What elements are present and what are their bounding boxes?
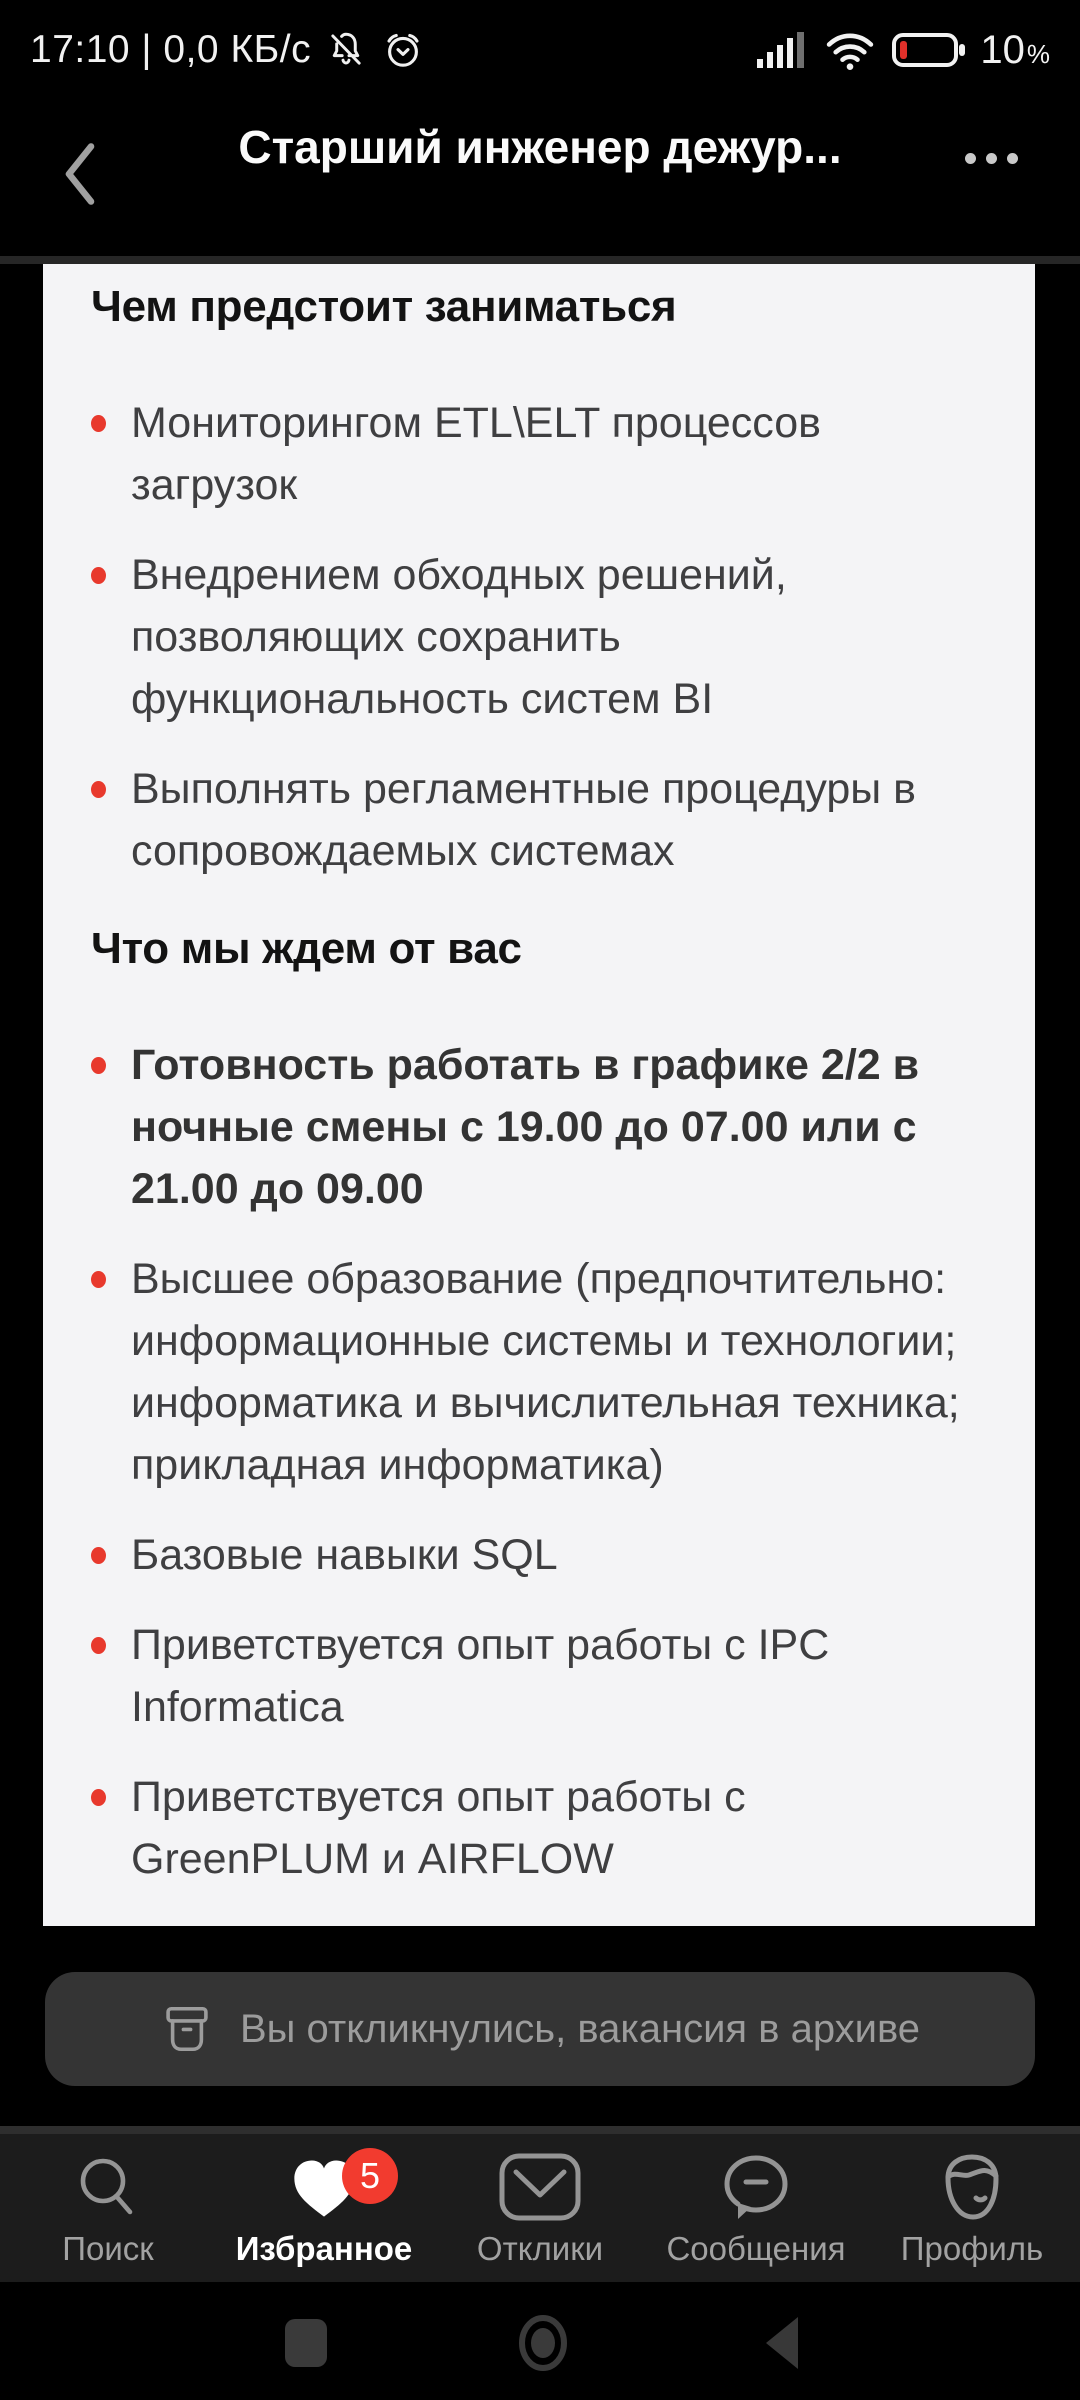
app-header — [0, 100, 1080, 258]
archive-icon — [160, 2002, 214, 2056]
search-icon — [72, 2146, 144, 2228]
home-button[interactable] — [519, 2315, 567, 2371]
bullet-list — [91, 392, 987, 882]
more-dots-icon — [965, 153, 976, 164]
nav-label: Сообщения — [666, 2230, 846, 2267]
signal-icon — [755, 29, 809, 71]
nav-item-profile[interactable] — [864, 2134, 1080, 2282]
section-heading: Чем предстоит заниматься — [91, 282, 677, 331]
notifications-muted-icon — [325, 29, 367, 71]
vacancy-description-scroll-area[interactable] — [43, 264, 1035, 1926]
clock-and-netspeed: 17:10 | 0,0 КБ/с — [30, 28, 312, 71]
bullet-list — [91, 1034, 987, 1890]
nav-top-divider — [0, 2126, 1080, 2134]
battery-low-icon — [891, 31, 967, 69]
nav-item-search[interactable] — [0, 2134, 216, 2282]
list-item: Мониторингом ETL\ELT процессов загрузок — [91, 392, 961, 516]
banner-label: Вы откликнулись, вакансия в архиве — [240, 2006, 920, 2051]
android-navigation-bar — [0, 2282, 1080, 2400]
nav-item-responses[interactable] — [432, 2134, 648, 2282]
wifi-icon — [822, 28, 878, 72]
section-heading: Что мы ждем от вас — [91, 924, 522, 973]
page-title: Старший инженер дежур... — [238, 121, 842, 173]
back-nav-button[interactable] — [764, 2317, 798, 2369]
nav-label: Поиск — [62, 2230, 154, 2267]
nav-label: Избранное — [235, 2230, 413, 2267]
alarm-icon — [381, 28, 425, 72]
chevron-left-icon — [58, 139, 102, 209]
status-bar — [0, 0, 1080, 100]
list-item: Выполнять регламентные процедуры в сопровождаемых системах — [91, 758, 961, 882]
nav-label: Профиль — [900, 2230, 1044, 2267]
recents-button[interactable] — [285, 2319, 327, 2367]
back-button[interactable] — [58, 136, 106, 212]
header-divider — [0, 256, 1080, 264]
battery-percent: 10 % — [980, 27, 1050, 72]
nav-item-messages[interactable] — [648, 2134, 864, 2282]
list-item: Базовые навыки SQL — [91, 1524, 961, 1586]
heart-icon — [285, 2146, 381, 2228]
envelope-icon — [498, 2146, 582, 2228]
list-item: Готовность работать в графике 2/2 в ночные смены с 19.00 до 07.00 или с 21.00 до 09.00 — [91, 1034, 961, 1220]
chat-bubble-icon — [718, 2146, 794, 2228]
list-item: Приветствуется опыт работы с IPC Informatica — [91, 1614, 961, 1738]
more-menu-button[interactable] — [965, 148, 1018, 168]
list-item: Высшее образование (предпочтительно: информационные системы и технологии; информатика и вычислительная техника; прикладная информатика) — [91, 1248, 961, 1496]
nav-item-favorites[interactable] — [216, 2134, 432, 2282]
list-item: Приветствуется опыт работы с GreenPLUM и AIRFLOW — [91, 1766, 961, 1890]
favorites-badge: 5 — [342, 2148, 398, 2204]
bottom-navigation — [0, 2134, 1080, 2282]
profile-face-icon — [935, 2146, 1009, 2228]
list-item: Внедрением обходных решений, позволяющих сохранить функциональность систем BI — [91, 544, 961, 730]
responded-archived-banner[interactable] — [45, 1972, 1035, 2086]
nav-label: Отклики — [476, 2230, 604, 2267]
